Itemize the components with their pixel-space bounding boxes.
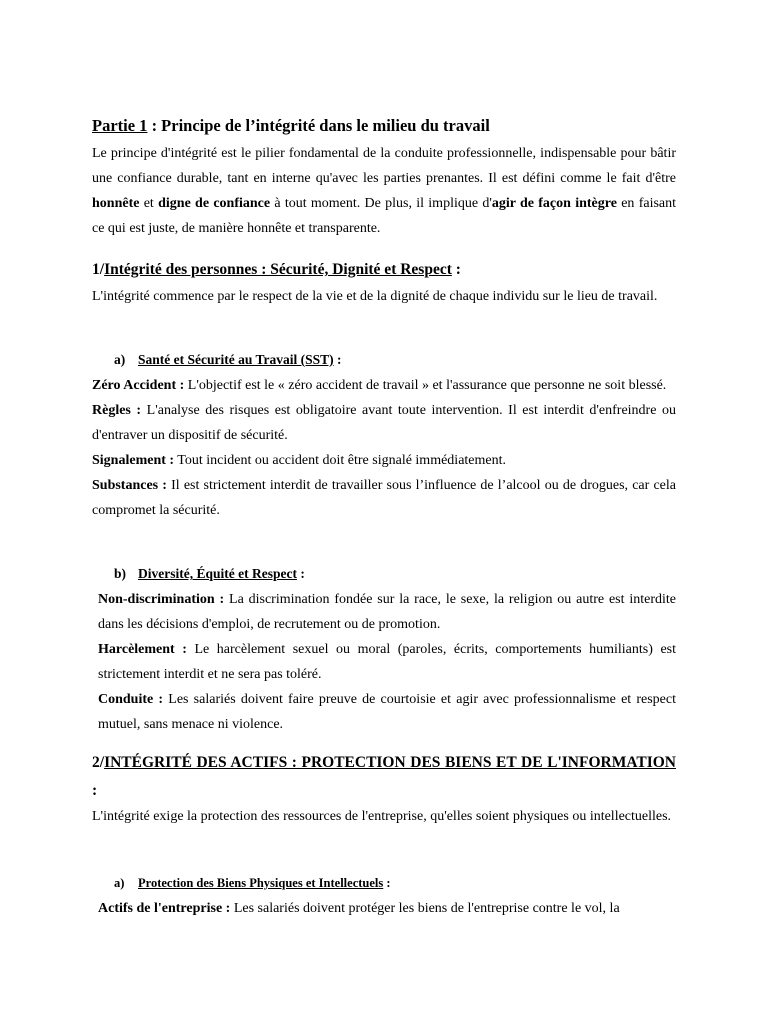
section2-heading [92,749,676,805]
part1-label: Partie 1 [92,116,148,135]
section2-number: 2/ [92,754,105,771]
section1-sub-a-heading [114,351,674,369]
section2-sub-a-suffix: : [383,876,391,890]
part1-heading [92,116,676,136]
list-item [98,687,676,737]
section1-title: Intégrité des personnes : Sécurité, Dignité et Respect [104,261,452,278]
section2-sub-a-heading [114,874,674,892]
list-item-text: Tout incident ou accident doit être signalé immédiatement. [174,453,507,468]
list-item-term: Substances : [92,478,167,493]
list-item-text: Les salariés doivent faire preuve de courtoisie et agir avec professionnalisme et respect mutuel, sans menace ni violence. [98,692,676,732]
section2-sub-a-title: Protection des Biens Physiques et Intellectuels [138,876,384,890]
list-item-text: Il est strictement interdit de travailler sous l’influence de l’alcool ou de drogues, car cela compromet la sécurité. [92,478,676,518]
section2-intro: L'intégrité exige la protection des ressources de l'entreprise, qu'elles soient physiques ou intellectuelles. [92,809,672,824]
list-item-term: Actifs de l'entreprise : [98,901,231,916]
section1-sub-a-label: a) [114,352,126,367]
part1-intro-text: Le principe d'intégrité est le pilier fondamental de la conduite professionnelle, indispensable pour bâtir une confiance durable, tant en interne qu'avec les parties prenantes. Il est défini comme le fait d'être [92,146,676,186]
part1-intro-text: en faisant ce qui est juste, de manière honnête et transparente. [92,196,677,236]
section2-title: INTÉGRITÉ DES ACTIFS : PROTECTION DES BIENS ET DE L'INFORMATION [104,754,676,771]
section1-sub-a-list [92,373,676,523]
list-item-text: La discrimination fondée sur la race, le sexe, la religion ou autre est interdite dans les décisions d'emploi, de recrutement ou de promotion. [98,592,676,632]
section1-number: 1/ [92,261,105,278]
section1-sub-b-suffix: : [296,566,305,581]
list-item-term: Harcèlement : [98,642,187,657]
list-item [92,473,676,523]
section1-sub-a-title: Santé et Sécurité au Travail (SST) [138,352,334,367]
list-item [92,398,676,448]
list-item-text: Le harcèlement sexuel ou moral (paroles, écrits, comportements humiliants) est strictement interdit et ne sera pas toléré. [98,642,676,682]
part1-intro-emphasis: digne de confiance [158,196,271,211]
list-item [92,448,676,473]
section1-sub-b-label: b) [114,566,127,581]
list-item-term: Signalement : [92,453,175,468]
list-item [98,637,676,687]
section1-sub-b-list [98,587,676,737]
part1-intro-paragraph [92,141,676,241]
section2-suffix: : [92,782,98,799]
list-item-text: L'objectif est le « zéro accident de travail » et l'assurance que personne ne soit blessé. [184,378,667,393]
list-item-term: Conduite : [98,692,164,707]
list-item [98,587,676,637]
list-item-text: L'analyse des risques est obligatoire avant toute intervention. Il est interdit d'enfreindre ou d'entraver un dispositif de sécurité. [92,403,676,443]
list-item [92,373,676,398]
section1-sub-a-suffix: : [333,352,342,367]
list-item [98,896,676,921]
list-item-term: Zéro Accident : [92,378,185,393]
list-item-term: Non-discrimination : [98,592,225,607]
part1-title: : Principe de l’intégrité dans le milieu du travail [147,116,490,135]
section1-suffix: : [451,261,461,278]
section2-sub-a-label: a) [114,876,125,890]
section1-intro: L'intégrité commence par le respect de la vie et de la dignité de chaque individu sur le lieu de travail. [92,289,658,304]
list-item-text: Les salariés doivent protéger les biens de l'entreprise contre le vol, la [230,901,620,916]
part1-intro-text: et [139,196,159,211]
part1-intro-text: à tout moment. De plus, il implique d' [270,196,492,211]
part1-intro-emphasis: honnête [92,196,140,211]
section1-sub-b-title: Diversité, Équité et Respect [138,566,297,581]
list-item-term: Règles : [92,403,142,418]
part1-intro-emphasis: agir de façon intègre [491,196,617,211]
section1-heading [92,260,676,280]
section1-sub-b-heading [114,565,674,583]
section2-sub-a-list [98,896,676,921]
